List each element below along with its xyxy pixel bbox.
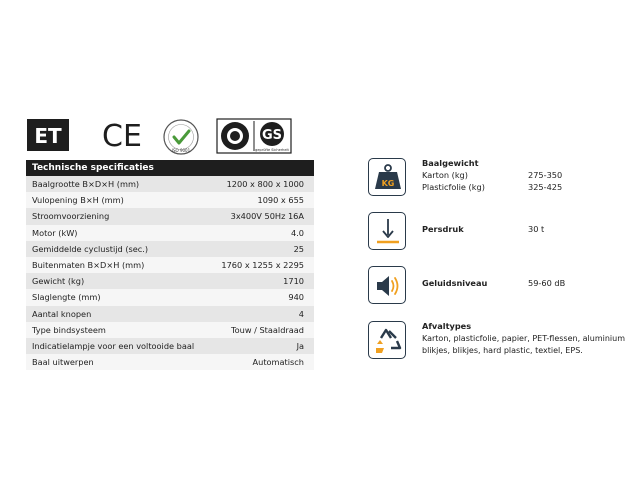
bale-weight-row-label: Karton (kg) <box>422 170 468 180</box>
ce-mark <box>98 118 146 156</box>
waste-types-title: Afvaltypes <box>422 321 472 331</box>
spec-value: 1090 x 655 <box>210 192 314 208</box>
spec-label: Buitenmaten B×D×H (mm) <box>26 257 210 273</box>
bale-weight-row-value: 275-350 <box>528 170 563 180</box>
table-row <box>26 322 314 338</box>
spec-label: Baal uitwerpen <box>26 354 210 370</box>
table-row <box>26 176 314 192</box>
press-force-value: 30 t <box>528 224 545 234</box>
spec-label: Vulopening B×H (mm) <box>26 192 210 208</box>
spec-value: 940 <box>210 289 314 305</box>
spec-value: 1710 <box>210 273 314 289</box>
recycle-icon <box>368 321 406 359</box>
table-row <box>26 338 314 354</box>
spec-value: 3x400V 50Hz 16A <box>210 208 314 224</box>
spec-label: Indicatielampje voor een voltooide baal <box>26 338 210 354</box>
spec-value: 25 <box>210 241 314 257</box>
press-force-title: Persdruk <box>422 224 464 234</box>
gs-sub-text: geprüfte Sicherheit <box>255 148 289 152</box>
weight-icon-text: KG <box>381 179 395 188</box>
spec-value: Touw / Staaldraad <box>210 322 314 338</box>
bale-weight-row-label: Plasticfolie (kg) <box>422 182 485 192</box>
bale-weight-row-value: 325-425 <box>528 182 563 192</box>
certification-logos <box>26 118 326 156</box>
table-row <box>26 192 314 208</box>
table-row <box>26 354 314 370</box>
spec-value: 1760 x 1255 x 2295 <box>210 257 314 273</box>
spec-label: Gewicht (kg) <box>26 273 210 289</box>
spec-table <box>26 160 314 370</box>
iso-certificate-logo <box>162 118 200 160</box>
brand-logo-text: ET <box>34 124 62 148</box>
spec-value: Automatisch <box>210 354 314 370</box>
bale-weight-title: Baalgewicht <box>422 158 479 168</box>
weight-icon <box>368 158 406 196</box>
waste-types-text: Karton, plasticfolie, papier, PET-flessen, aluminium blikjes, blikjes, hard plastic, textiel, EPS. <box>422 334 626 355</box>
speaker-icon <box>368 266 406 304</box>
noise-title: Geluidsniveau <box>422 278 488 288</box>
spec-value: 1200 x 800 x 1000 <box>210 176 314 192</box>
spec-value: 4.0 <box>210 225 314 241</box>
table-row <box>26 306 314 322</box>
press-icon <box>368 212 406 250</box>
brand-logo <box>26 118 70 156</box>
table-row <box>26 208 314 224</box>
spec-table-title: Technische specificaties <box>26 160 314 176</box>
ce-mark-text: CE <box>102 119 142 152</box>
table-row <box>26 241 314 257</box>
spec-label: Type bindsysteem <box>26 322 210 338</box>
spec-label: Stroomvoorziening <box>26 208 210 224</box>
spec-label: Aantal knopen <box>26 306 210 322</box>
spec-label: Baalgrootte B×D×H (mm) <box>26 176 210 192</box>
spec-label: Motor (kW) <box>26 225 210 241</box>
table-row <box>26 289 314 305</box>
iso-text: ISO 9001 <box>171 148 191 153</box>
table-row <box>26 273 314 289</box>
gs-text: GS <box>261 128 283 143</box>
table-row <box>26 257 314 273</box>
table-row <box>26 225 314 241</box>
spec-value: 4 <box>210 306 314 322</box>
spec-value: Ja <box>210 338 314 354</box>
spec-label: Slaglengte (mm) <box>26 289 210 305</box>
noise-value: 59-60 dB <box>528 278 566 288</box>
gs-certificate-logo <box>216 118 292 158</box>
spec-label: Gemiddelde cyclustijd (sec.) <box>26 241 210 257</box>
